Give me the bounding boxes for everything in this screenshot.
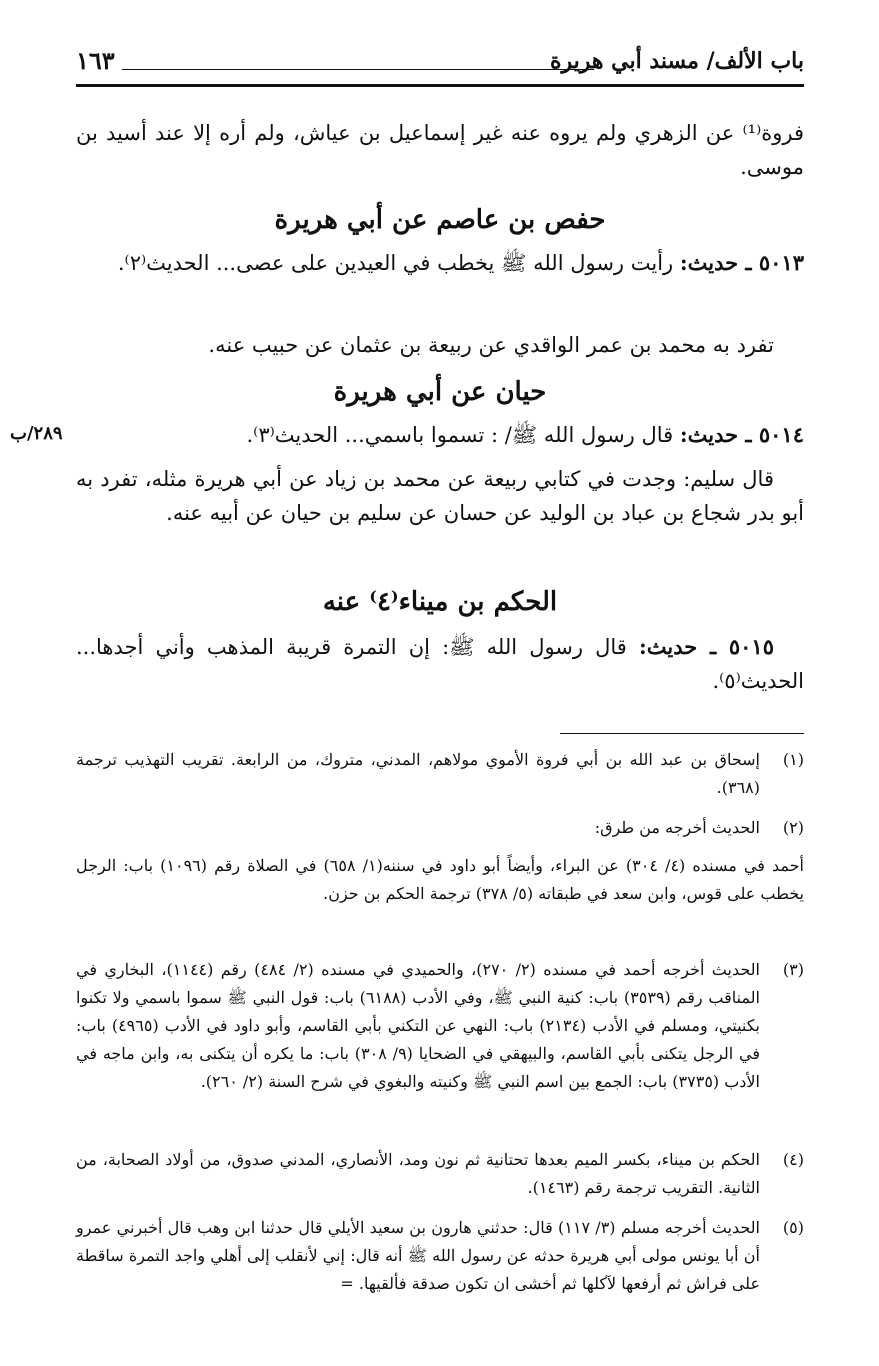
footnote-text: الحكم بن ميناء، بكسر الميم بعدها تحتانية ثم نون ومد، الأنصاري، المدني صدوق، من أولاد الصحابة، من الثانية. التقريب ترجمة رقم (١٤٦٣). <box>76 1150 760 1197</box>
footnote-text: إسحاق بن عبد الله بن أبي فروة الأموي مولاهم، المدني، متروك، من الرابعة. تقريب التهذيب ترجمة (٣٦٨). <box>76 750 760 797</box>
footnote-5 <box>76 1214 804 1298</box>
footnote-3 <box>76 956 804 1096</box>
footnote-text: الحديث أخرجه مسلم (٣/ ١١٧) قال: حدثني هارون بن سعيد الأيلي قال حدثنا ابن وهب قال أخبرني عمرو أن أبا يونس مولى أبي هريرة حدثه عن رسول الله ﷺ أنه قال: إني لأنقلب إلى أهلي واجد التمرة ساقطة على فراش ثم أرفعها لآكلها ثم أخشى ان تكون صدقة فألقيها. = <box>76 1218 760 1293</box>
footnote-number: (١) <box>782 750 804 769</box>
footnote-number: (٥) <box>782 1218 804 1237</box>
section-heading-hakam: الحكم بن ميناء⁽٤⁾ عنه <box>322 587 558 617</box>
hadith-text: رأيت رسول الله ﷺ يخطب في العيدين على عصى... الحديث⁽٢⁾. <box>117 251 674 275</box>
footnote-4 <box>76 1146 804 1202</box>
footnote-text: الحديث أخرجه أحمد في مسنده (٢/ ٢٧٠)، والحميدي في مسنده (٢/ ٤٨٤) رقم (١١٤٤)، البخاري في المناقب رقم (٣٥٣٩) باب: كنية النبي ﷺ، وفي الأدب (٦١٨٨) باب: قول النبي ﷺ سموا باسمي ولا تكنوا بكنيتي، ومسلم في الأدب (٢١٣٤) باب: النهي عن التكني بأبي القاسم، وأبو داود في الأدب (٤٩٦٥) باب: في الرجل يتكنى بأبي القاسم، والبيهقي في الضحايا (٩/ ٣٠٨) باب: ما يكره أن يتكنى به، وابن ماجه في الأدب (٣٧٣٥) باب: الجمع بين اسم النبي ﷺ وكنيته والبغوي في شرح السنة (٢/ ٢٦٠). <box>76 960 761 1091</box>
footnote-2 <box>76 814 804 842</box>
footnote-text: أحمد في مسنده (٤/ ٣٠٤) عن البراء، وأيضاً أبو داود في سننه(١/ ٦٥٨) في الصلاة رقم (١٠٩٦) باب: الرجل يخطب على قوس، وابن سعد في طبقاته (٥/ ٣٧٨) ترجمة الحكم بن حزن. <box>76 856 804 903</box>
margin-folio-note: ٢٨٩/ب <box>10 423 63 444</box>
hadith-number: ٥٠١٤ ـ حديث: <box>679 422 804 447</box>
page-number: ١٦٣ <box>76 46 115 75</box>
footnote-number: (٢) <box>782 818 804 837</box>
section-heading-hafs: حفص بن عاصم عن أبي هريرة <box>274 205 606 235</box>
hadith-text: قال رسول الله ﷺ: إن التمرة قريبة المذهب وأني أجدها... الحديث⁽٥⁾. <box>76 635 804 693</box>
footnote-number: (٤) <box>782 1150 804 1169</box>
running-title: باب الألف/ مسند أبي هريرة <box>549 48 804 74</box>
section-heading-hayyan: حيان عن أبي هريرة <box>333 377 547 407</box>
footnote-number: (٣) <box>782 960 804 979</box>
hadith-number: ٥٠١٥ ـ حديث: <box>638 634 774 659</box>
header-dash-line <box>122 69 594 70</box>
hadith-5013 <box>76 246 804 280</box>
footnote-separator <box>560 733 804 734</box>
intro-paragraph: فروة⁽¹⁾ عن الزهري ولم يروه عنه غير إسماعيل بن عياش، ولم أره إلا عند أسيد بن موسى. <box>76 121 804 179</box>
footnote-text: الحديث أخرجه من طرق: <box>594 818 760 837</box>
hadith-number: ٥٠١٣ ـ حديث: <box>679 250 804 275</box>
hadith-text: قال رسول الله ﷺ/ : تسموا باسمي... الحديث⁽٣⁾. <box>246 423 674 447</box>
hadith-5014 <box>76 418 804 452</box>
note-5014: قال سليم: وجدت في كتابي ربيعة عن محمد بن زياد عن أبي هريرة مثله، تفرد به أبو بدر شجاع بن عباد بن الوليد عن حسان عن سليم بن حيان عن أبيه عنه. <box>76 467 804 525</box>
note-5013: تفرد به محمد بن عمر الواقدي عن ربيعة بن عثمان عن حبيب عنه. <box>208 333 774 357</box>
header-rule <box>76 84 804 87</box>
footnote-1 <box>76 746 804 802</box>
footnote-2-continued <box>76 852 804 908</box>
hadith-5015 <box>76 630 804 698</box>
page-header <box>76 44 804 90</box>
